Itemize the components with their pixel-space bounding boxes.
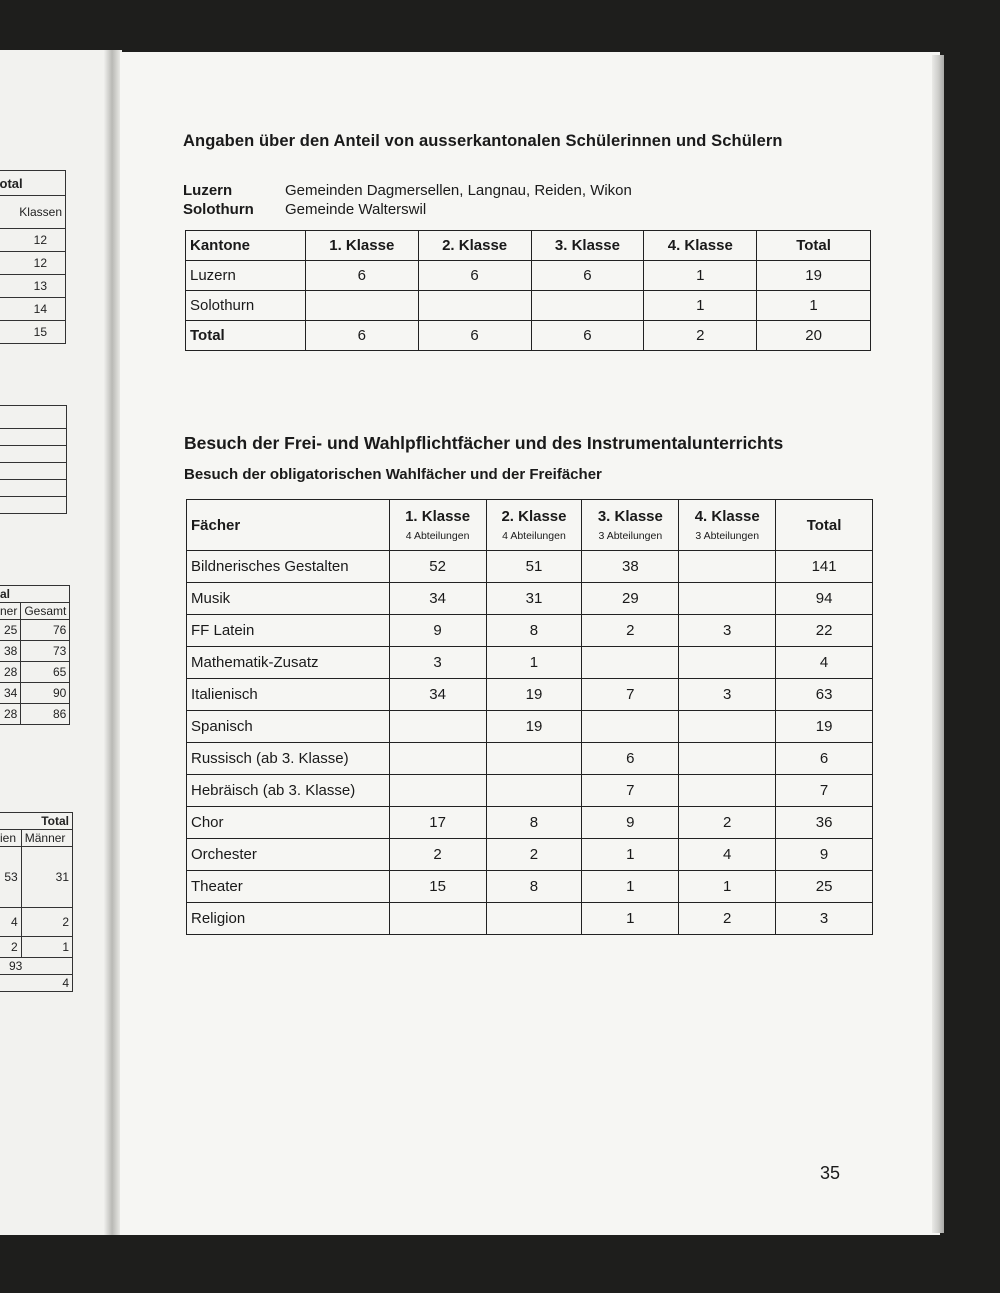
table-cell: 15 bbox=[389, 871, 486, 903]
table-cell: 17 bbox=[389, 807, 486, 839]
table-cell: Solothurn bbox=[186, 291, 306, 321]
fragment-cell: 4 bbox=[0, 908, 21, 937]
section-subtitle: Besuch der obligatorischen Wahlfächer und der Freifächer bbox=[184, 466, 602, 483]
table-cell: 1 bbox=[644, 261, 757, 291]
table-cell: 3 bbox=[776, 903, 873, 935]
table-cell bbox=[582, 647, 679, 679]
table-cell: 19 bbox=[486, 679, 582, 711]
table-header: 4. Klasse 3 Abteilungen bbox=[679, 500, 776, 551]
table-cell: 9 bbox=[776, 839, 873, 871]
fragment-cell: 12 bbox=[0, 229, 66, 252]
table-cell: 52 bbox=[389, 551, 486, 583]
table-cell: 2 bbox=[389, 839, 486, 871]
table-cell: 6 bbox=[582, 743, 679, 775]
table-cell: 51 bbox=[486, 551, 582, 583]
table-header: 4. Klasse bbox=[644, 231, 757, 261]
table-cell: 19 bbox=[776, 711, 873, 743]
table-cell bbox=[389, 775, 486, 807]
table-cell: 1 bbox=[644, 291, 757, 321]
subject-name: Spanisch bbox=[187, 711, 390, 743]
fragment-cell: 28 bbox=[0, 662, 21, 683]
table-cell: 1 bbox=[582, 871, 679, 903]
table-cell: 7 bbox=[776, 775, 873, 807]
table-row bbox=[187, 775, 873, 807]
table-cell: 2 bbox=[486, 839, 582, 871]
fragment-cell: 12 bbox=[0, 252, 66, 275]
subject-name: Mathematik-Zusatz bbox=[187, 647, 390, 679]
canton-detail: Gemeinde Walterswil bbox=[285, 201, 427, 218]
table-row bbox=[187, 647, 873, 679]
subject-name: Italienisch bbox=[187, 679, 390, 711]
table-cell: 2 bbox=[679, 807, 776, 839]
table-cell bbox=[679, 647, 776, 679]
table-cell: Luzern bbox=[186, 261, 306, 291]
table-cell: 9 bbox=[389, 615, 486, 647]
table-header: 1. Klasse bbox=[305, 231, 418, 261]
fragment-header: Total bbox=[0, 813, 73, 830]
fragment-cell: 25 bbox=[0, 620, 21, 641]
fragment-header: otal bbox=[0, 171, 66, 196]
left-page bbox=[0, 50, 112, 1235]
canton-row bbox=[183, 181, 632, 200]
fragment-subheader: ner bbox=[0, 603, 21, 620]
header-sub: 3 Abteilungen bbox=[598, 530, 663, 542]
fragment-cell: 31 bbox=[21, 847, 72, 908]
fragment-header: al bbox=[0, 586, 70, 603]
table-cell bbox=[389, 903, 486, 935]
canton-row bbox=[183, 200, 632, 219]
table-cell bbox=[679, 743, 776, 775]
table-header: Total bbox=[776, 500, 873, 551]
header-sub: 4 Abteilungen bbox=[502, 530, 566, 542]
subject-name: Chor bbox=[187, 807, 390, 839]
table-cell: 4 bbox=[679, 839, 776, 871]
table-header: 1. Klasse 4 Abteilungen bbox=[389, 500, 486, 551]
table-cell bbox=[679, 551, 776, 583]
table-cell: 8 bbox=[486, 615, 582, 647]
fragment-cell: 90 bbox=[21, 683, 70, 704]
table-cell: 1 bbox=[486, 647, 582, 679]
table-cell: 6 bbox=[305, 261, 418, 291]
table-cell: 6 bbox=[418, 321, 531, 351]
table-cell: 1 bbox=[679, 871, 776, 903]
canton-name: Solothurn bbox=[183, 201, 254, 218]
table-cell: 1 bbox=[582, 839, 679, 871]
table-cell: 3 bbox=[679, 679, 776, 711]
table-cell: 34 bbox=[389, 583, 486, 615]
table-cell bbox=[531, 291, 644, 321]
table-cell: 7 bbox=[582, 679, 679, 711]
table-cell bbox=[418, 291, 531, 321]
fragment-cell: 14 bbox=[0, 298, 66, 321]
table-cell: 63 bbox=[776, 679, 873, 711]
table-cell: 6 bbox=[418, 261, 531, 291]
fragment-cell: 73 bbox=[21, 641, 70, 662]
fragment-cell: 1 bbox=[21, 937, 72, 958]
left-fragment-table-b bbox=[0, 585, 70, 725]
table-cell: 20 bbox=[757, 321, 871, 351]
subject-name: Musik bbox=[187, 583, 390, 615]
table-cell: 1 bbox=[757, 291, 871, 321]
table-header: 2. Klasse bbox=[418, 231, 531, 261]
table-cell bbox=[389, 711, 486, 743]
table-row bbox=[186, 291, 871, 321]
fragment-subheader: Gesamt bbox=[21, 603, 70, 620]
table-cell bbox=[679, 775, 776, 807]
table-header: Total bbox=[757, 231, 871, 261]
table-row bbox=[187, 743, 873, 775]
fragment-cell: 28 bbox=[0, 704, 21, 725]
table-cell: 6 bbox=[531, 321, 644, 351]
table-header-row bbox=[187, 500, 873, 551]
table-row bbox=[187, 839, 873, 871]
table-header: 2. Klasse 4 Abteilungen bbox=[486, 500, 582, 551]
fragment-cell: 86 bbox=[21, 704, 70, 725]
table-cell: 94 bbox=[776, 583, 873, 615]
table-cell: 2 bbox=[679, 903, 776, 935]
table-header: 3. Klasse bbox=[531, 231, 644, 261]
canton-list bbox=[183, 181, 632, 219]
fragment-cell: 93 bbox=[0, 958, 73, 975]
table-cell bbox=[389, 743, 486, 775]
fragment-cell: 65 bbox=[21, 662, 70, 683]
table-cell: 9 bbox=[582, 807, 679, 839]
table-cell bbox=[486, 903, 582, 935]
table-row bbox=[187, 903, 873, 935]
fragment-cell: 2 bbox=[0, 937, 21, 958]
subject-name: Russisch (ab 3. Klasse) bbox=[187, 743, 390, 775]
page-number: 35 bbox=[820, 1163, 841, 1183]
canton-name: Luzern bbox=[183, 182, 233, 199]
subject-name: Theater bbox=[187, 871, 390, 903]
section-title-wahlpflicht: Besuch der Frei- und Wahlpflichtfächer und des Instrumentalunterrichts bbox=[184, 433, 784, 453]
left-fragment-table-c bbox=[0, 812, 73, 992]
table-cell bbox=[679, 711, 776, 743]
table-cell bbox=[486, 775, 582, 807]
header-sub: 3 Abteilungen bbox=[695, 530, 760, 542]
table-cell: 8 bbox=[486, 807, 582, 839]
table-header: Fächer bbox=[187, 500, 390, 551]
table-row bbox=[187, 807, 873, 839]
fragment-cell: 2 bbox=[21, 908, 72, 937]
fragment-cell: 53 bbox=[0, 847, 21, 908]
table-cell: 8 bbox=[486, 871, 582, 903]
table-cell: 6 bbox=[531, 261, 644, 291]
fragment-subheader: Klassen bbox=[0, 196, 66, 229]
subject-name: Hebräisch (ab 3. Klasse) bbox=[187, 775, 390, 807]
fragment-subheader: ien bbox=[0, 830, 21, 847]
table-cell: 25 bbox=[776, 871, 873, 903]
table-cell bbox=[679, 583, 776, 615]
table-cell: 38 bbox=[582, 551, 679, 583]
table-cell bbox=[486, 743, 582, 775]
subject-name: FF Latein bbox=[187, 615, 390, 647]
table-cell: 3 bbox=[389, 647, 486, 679]
table-cell: 4 bbox=[776, 647, 873, 679]
table-row bbox=[187, 871, 873, 903]
table-cell: 7 bbox=[582, 775, 679, 807]
table-row bbox=[187, 583, 873, 615]
fragment-subheader: Männer bbox=[21, 830, 72, 847]
table-row bbox=[186, 261, 871, 291]
table-cell: 34 bbox=[389, 679, 486, 711]
table-row bbox=[187, 711, 873, 743]
table-header: 3. Klasse 3 Abteilungen bbox=[582, 500, 679, 551]
table-cell bbox=[582, 711, 679, 743]
fragment-cell: 34 bbox=[0, 683, 21, 704]
fragment-cell: 76 bbox=[21, 620, 70, 641]
table-row bbox=[187, 615, 873, 647]
table-cell: 6 bbox=[776, 743, 873, 775]
table-row bbox=[186, 321, 871, 351]
subject-name: Religion bbox=[187, 903, 390, 935]
fragment-cell: 4 bbox=[0, 975, 73, 992]
fragment-cell: 13 bbox=[0, 275, 66, 298]
subject-name: Orchester bbox=[187, 839, 390, 871]
table-cell: 6 bbox=[305, 321, 418, 351]
canton-detail: Gemeinden Dagmersellen, Langnau, Reiden, Wikon bbox=[285, 182, 632, 199]
table-cell: 141 bbox=[776, 551, 873, 583]
left-fragment-table-a bbox=[0, 170, 66, 344]
page-edge bbox=[932, 55, 944, 1233]
table-cell: Total bbox=[186, 321, 306, 351]
cantons-table bbox=[185, 230, 871, 351]
table-header: Kantone bbox=[186, 231, 306, 261]
table-cell bbox=[305, 291, 418, 321]
table-cell: 31 bbox=[486, 583, 582, 615]
table-cell: 1 bbox=[582, 903, 679, 935]
table-cell: 2 bbox=[582, 615, 679, 647]
table-cell: 36 bbox=[776, 807, 873, 839]
header-sub: 4 Abteilungen bbox=[405, 530, 470, 542]
left-fragment-table-blank bbox=[0, 405, 67, 514]
subject-name: Bildnerisches Gestalten bbox=[187, 551, 390, 583]
section-title-ausserkantonal: Angaben über den Anteil von ausserkantonalen Schülerinnen und Schülern bbox=[183, 132, 783, 150]
fragment-cell: 38 bbox=[0, 641, 21, 662]
table-row bbox=[187, 551, 873, 583]
table-cell: 2 bbox=[644, 321, 757, 351]
table-row bbox=[187, 679, 873, 711]
table-cell: 19 bbox=[486, 711, 582, 743]
table-cell: 3 bbox=[679, 615, 776, 647]
table-cell: 22 bbox=[776, 615, 873, 647]
fragment-cell: 15 bbox=[0, 321, 66, 344]
table-cell: 29 bbox=[582, 583, 679, 615]
subjects-table bbox=[186, 499, 873, 935]
table-cell: 19 bbox=[757, 261, 871, 291]
